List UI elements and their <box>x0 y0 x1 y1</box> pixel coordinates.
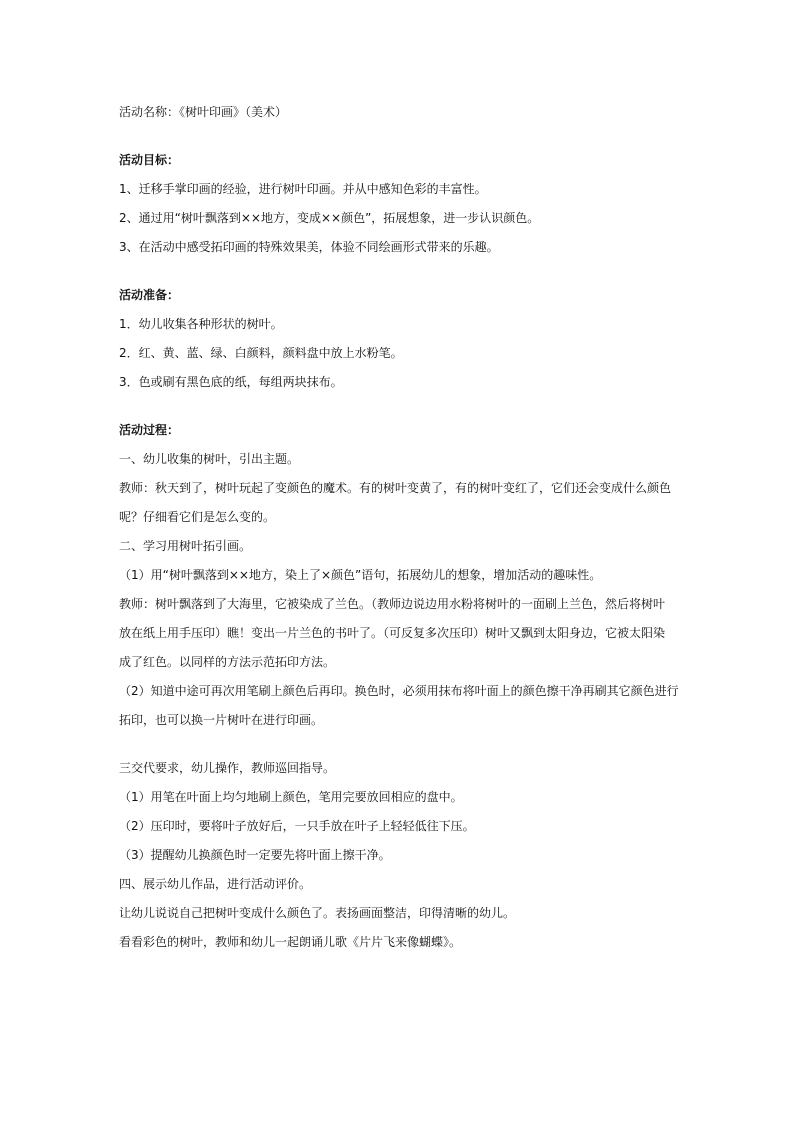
part3-line: 让幼儿说说自己把树叶变成什么颜色了。表扬画面整洁，印得清晰的幼儿。 <box>119 906 516 920</box>
preparation-heading: 活动准备： <box>119 288 180 302</box>
part3-line: （3）提醒幼儿换颜色时一定要先将叶面上擦干净。 <box>119 848 391 862</box>
process-line: 成了红色。以同样的方法示范拓印方法。 <box>119 655 336 669</box>
process-heading: 活动过程： <box>119 423 180 437</box>
goal-item: 3、在活动中感受拓印画的特殊效果美，体验不同绘画形式带来的乐趣。 <box>119 240 499 254</box>
part3-line: （2）压印时，要将叶子放好后，一只手放在叶子上轻轻低往下压。 <box>119 819 475 833</box>
part3-line: （1）用笔在叶面上均匀地刷上颜色，笔用完要放回相应的盘中。 <box>119 790 463 804</box>
part3-line: 四、展示幼儿作品，进行活动评价。 <box>119 877 312 891</box>
goal-item: 2、通过用“树叶飘落到××地方，变成××颜色”，拓展想象，进一步认识颜色。 <box>119 211 540 225</box>
activity-title: 活动名称：《树叶印画》（美术） <box>119 105 288 119</box>
preparation-item: 2．红、黄、蓝、绿、白颜料，颜料盘中放上水粉笔。 <box>119 346 403 360</box>
process-line: （1）用“树叶飘落到××地方，染上了×颜色”语句，拓展幼儿的想象，增加活动的趣味性。 <box>119 568 602 582</box>
preparation-item: 1．幼儿收集各种形状的树叶。 <box>119 317 283 331</box>
process-line: 一、幼儿收集的树叶，引出主题。 <box>119 452 300 466</box>
process-line: 二、学习用树叶拓引画。 <box>119 539 252 553</box>
part3-line: 看看彩色的树叶，教师和幼儿一起朗诵儿歌《片片飞来像蝴蝶》。 <box>119 935 462 949</box>
process-line: 教师：秋天到了，树叶玩起了变颜色的魔术。有的树叶变黄了，有的树叶变红了，它们还会变成什么颜色 <box>119 481 672 495</box>
preparation-item: 3．色或刷有黑色底的纸，每组两块抹布。 <box>119 375 343 389</box>
part3-line: 三交代要求，幼儿操作，教师巡回指导。 <box>119 761 336 775</box>
process-line: 拓印，也可以换一片树叶在进行印画。 <box>119 713 324 727</box>
goal-item: 1、迁移手掌印画的经验，进行树叶印画。并从中感知色彩的丰富性。 <box>119 182 487 196</box>
process-line: 教师：树叶飘落到了大海里，它被染成了兰色。（教师边说边用水粉将树叶的一面刷上兰色，然后将树叶 <box>119 597 666 611</box>
process-line: 呢？仔细看它们是怎么变的。 <box>119 510 276 524</box>
goals-heading: 活动目标： <box>119 153 180 167</box>
process-line: （2）知道中途可再次用笔刷上颜色后再印。换色时，必须用抹布将叶面上的颜色擦干净再刷其它颜色进行 <box>119 684 679 698</box>
process-line: 放在纸上用手压印）瞧！变出一片兰色的书叶了。（可反复多次压印）树叶又飘到太阳身边，它被太阳染 <box>119 626 666 640</box>
